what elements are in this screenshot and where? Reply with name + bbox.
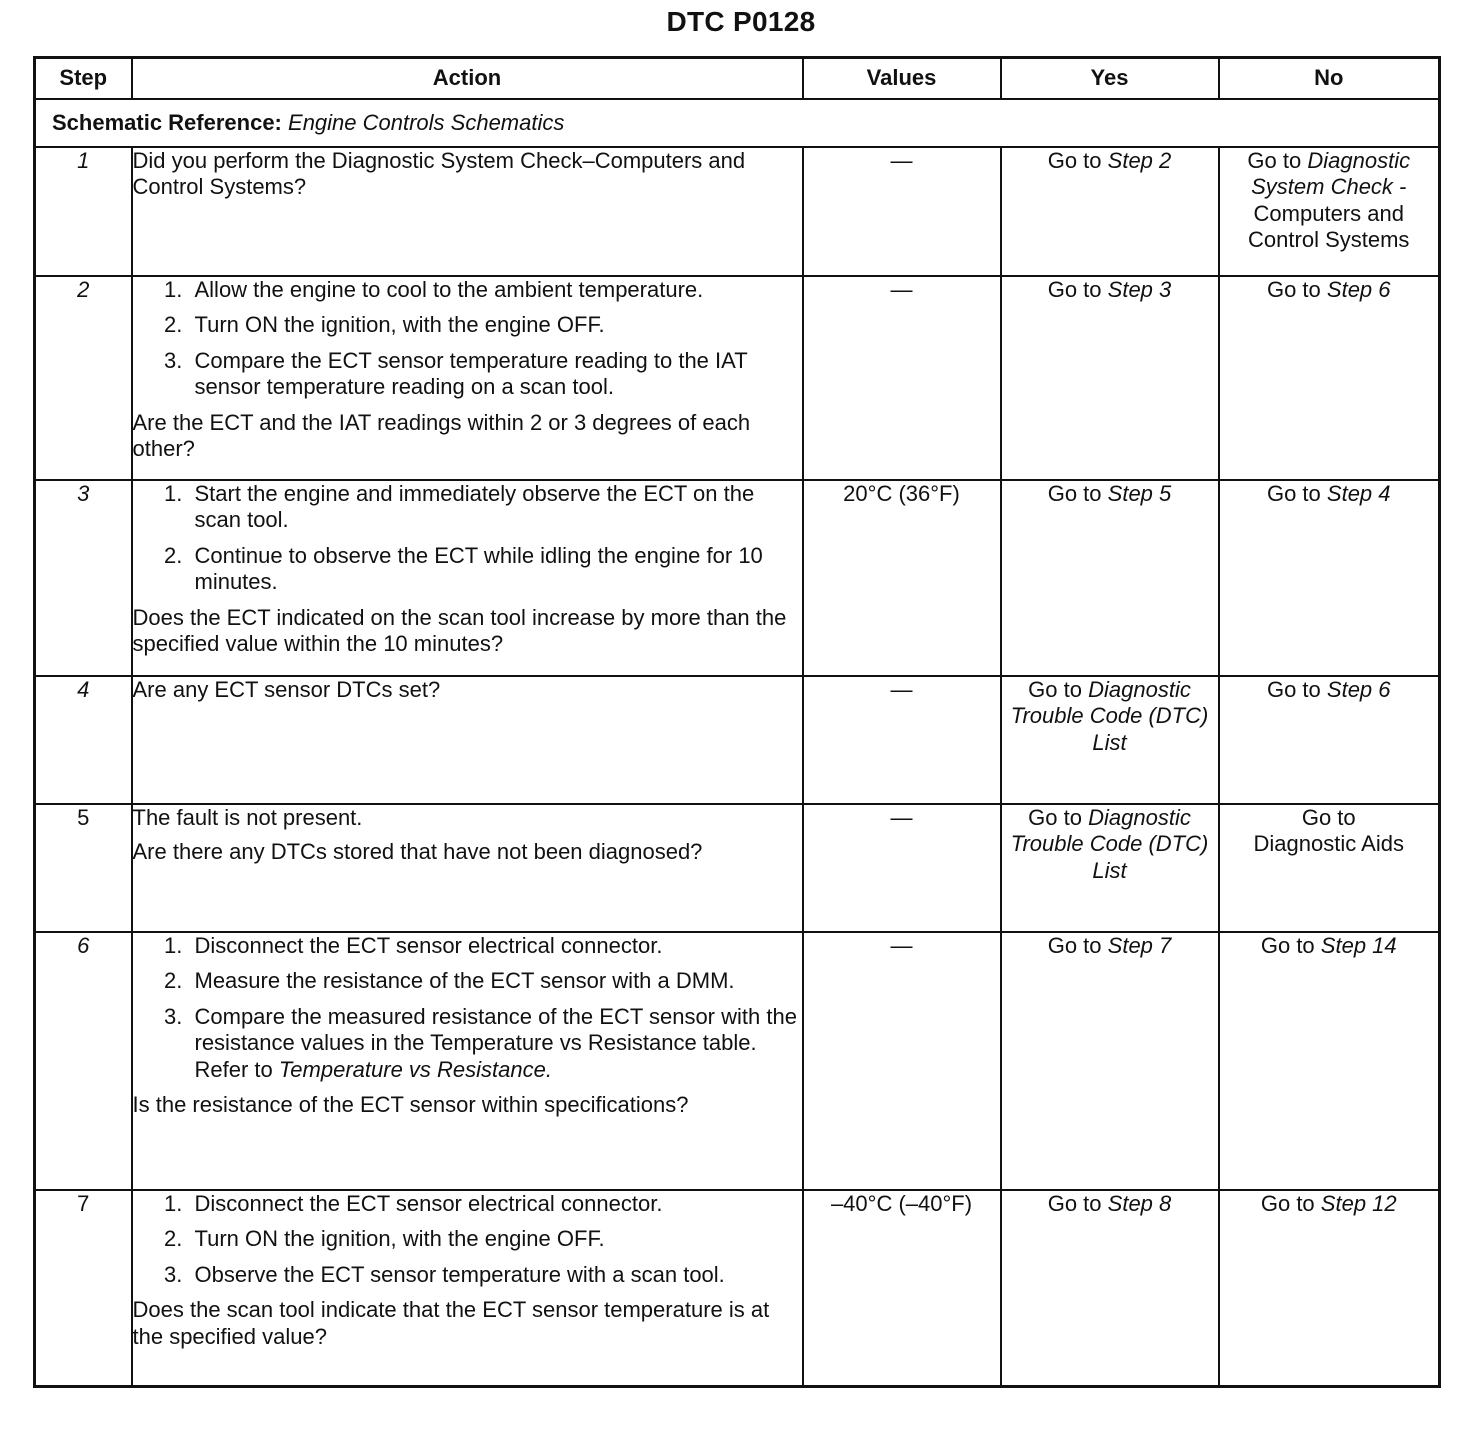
yes-link[interactable]: Step 7 — [1107, 933, 1172, 958]
no-cell[interactable]: Go to Diagnostic System Check - Computers and Control Systems — [1219, 147, 1440, 276]
yes-link[interactable]: Diagnostic Trouble Code (DTC) List — [1010, 677, 1209, 755]
yes-link[interactable]: Step 3 — [1107, 277, 1172, 302]
yes-link[interactable]: Step 8 — [1107, 1191, 1172, 1216]
yes-cell[interactable]: Go to Step 5 — [1001, 480, 1219, 676]
action-steps — [133, 933, 802, 1083]
action-cell — [132, 147, 803, 276]
action-question: Is the resistance of the ECT sensor within specifications? — [132, 1091, 689, 1117]
no-cell[interactable]: Go to Step 12 — [1219, 1190, 1440, 1386]
value-cell: –40°C (–40°F) — [803, 1190, 1001, 1386]
action-steps — [133, 277, 802, 401]
header-no: No — [1219, 58, 1440, 100]
no-cell[interactable]: Go to Step 6 — [1219, 276, 1440, 480]
header-row — [35, 58, 1440, 100]
action-question: Does the ECT indicated on the scan tool increase by more than the specified value within the 10 minutes? — [132, 604, 787, 656]
no-link[interactable]: Step 6 — [1326, 677, 1391, 702]
table-row — [35, 932, 1440, 1190]
step-number: 5 — [35, 804, 132, 932]
value-cell: — — [803, 932, 1001, 1190]
action-question: Are any ECT sensor DTCs set? — [132, 677, 441, 702]
yes-cell[interactable]: Go to Step 2 — [1001, 147, 1219, 276]
step-number: 6 — [35, 932, 132, 1190]
header-values: Values — [803, 58, 1001, 100]
no-cell[interactable]: Go to Step 6 — [1219, 676, 1440, 804]
no-cell[interactable]: Go to Step 4 — [1219, 480, 1440, 676]
yes-link[interactable]: Step 2 — [1107, 148, 1172, 173]
action-cell — [132, 480, 803, 676]
schematic-link[interactable]: Engine Controls Schematics — [288, 109, 565, 135]
yes-cell[interactable]: Go to Step 8 — [1001, 1190, 1219, 1386]
step-number: 2 — [35, 276, 132, 480]
page-title: DTC P0128 — [666, 6, 816, 37]
yes-cell[interactable]: Go to Diagnostic Trouble Code (DTC) List — [1001, 676, 1219, 804]
header-step: Step — [35, 58, 132, 100]
action-question: Did you perform the Diagnostic System Check–Computers and Control Systems? — [132, 148, 746, 200]
action-intro: The fault is not present. — [132, 805, 363, 830]
yes-cell[interactable]: Go to Diagnostic Trouble Code (DTC) List — [1001, 804, 1219, 932]
diagnostic-table — [33, 56, 1441, 1388]
value-cell: — — [803, 676, 1001, 804]
action-step: 2. Turn ON the ignition, with the engine OFF. — [189, 1226, 802, 1252]
action-step: 3. Compare the ECT sensor temperature reading to the IAT sensor temperature reading on a scan tool. — [189, 348, 802, 401]
no-link[interactable]: Step 14 — [1320, 933, 1397, 958]
step-number: 7 — [35, 1190, 132, 1386]
no-link[interactable]: Diagnostic Aids — [1253, 831, 1404, 857]
action-step: 1. Disconnect the ECT sensor electrical connector. — [189, 1191, 802, 1217]
no-link[interactable]: Step 4 — [1326, 481, 1391, 506]
no-cell[interactable]: Go to Step 14 — [1219, 932, 1440, 1190]
no-link[interactable]: Step 12 — [1320, 1191, 1397, 1216]
value-cell: — — [803, 276, 1001, 480]
action-cell — [132, 804, 803, 932]
step-number: 3 — [35, 480, 132, 676]
value-cell: — — [803, 147, 1001, 276]
no-link[interactable]: Diagnostic System Check - — [1251, 148, 1411, 200]
action-steps — [133, 1191, 802, 1288]
action-step: 2. Continue to observe the ECT while idling the engine for 10 minutes. — [189, 543, 802, 596]
action-cell — [132, 676, 803, 804]
action-cell — [132, 276, 803, 480]
schematic-reference — [35, 99, 1440, 147]
yes-cell[interactable]: Go to Step 7 — [1001, 932, 1219, 1190]
header-yes: Yes — [1001, 58, 1219, 100]
action-question: Are the ECT and the IAT readings within 2 or 3 degrees of each other? — [132, 409, 751, 461]
yes-link[interactable]: Step 5 — [1107, 481, 1172, 506]
header-action: Action — [132, 58, 803, 100]
action-step: 3. Observe the ECT sensor temperature with a scan tool. — [189, 1262, 802, 1288]
no-cell[interactable]: Go to Diagnostic Aids — [1219, 804, 1440, 932]
schematic-reference-row — [35, 99, 1440, 147]
action-step: 3. Compare the measured resistance of the ECT sensor with the resistance values in the Temperature vs Resistance table. Refer to Temperature vs Resistance. — [189, 1004, 802, 1083]
table-row — [35, 804, 1440, 932]
yes-link[interactable]: Diagnostic Trouble Code (DTC) List — [1010, 805, 1209, 883]
yes-cell[interactable]: Go to Step 3 — [1001, 276, 1219, 480]
action-step: 1. Allow the engine to cool to the ambient temperature. — [189, 277, 802, 303]
step-number: 4 — [35, 676, 132, 804]
action-step: 1. Disconnect the ECT sensor electrical connector. — [189, 933, 802, 959]
table-row — [35, 147, 1440, 276]
action-cell — [132, 932, 803, 1190]
value-cell: 20°C (36°F) — [803, 480, 1001, 676]
action-cell — [132, 1190, 803, 1386]
table-row — [35, 276, 1440, 480]
value-cell: — — [803, 804, 1001, 932]
action-step: 2. Measure the resistance of the ECT sensor with a DMM. — [189, 968, 802, 994]
action-steps — [133, 481, 802, 596]
table-row — [35, 676, 1440, 804]
no-link[interactable]: Step 6 — [1326, 277, 1391, 302]
action-step: 1. Start the engine and immediately observe the ECT on the scan tool. — [189, 481, 802, 534]
action-question: Are there any DTCs stored that have not been diagnosed? — [132, 839, 703, 865]
table-row — [35, 480, 1440, 676]
reference-link[interactable]: Temperature vs Resistance. — [278, 1056, 552, 1082]
action-question: Does the scan tool indicate that the ECT sensor temperature is at the specified value? — [132, 1297, 770, 1349]
step-number: 1 — [35, 147, 132, 276]
schematic-label: Schematic Reference: — [52, 109, 282, 135]
table-row — [35, 1190, 1440, 1386]
action-step: 2. Turn ON the ignition, with the engine OFF. — [189, 312, 802, 338]
